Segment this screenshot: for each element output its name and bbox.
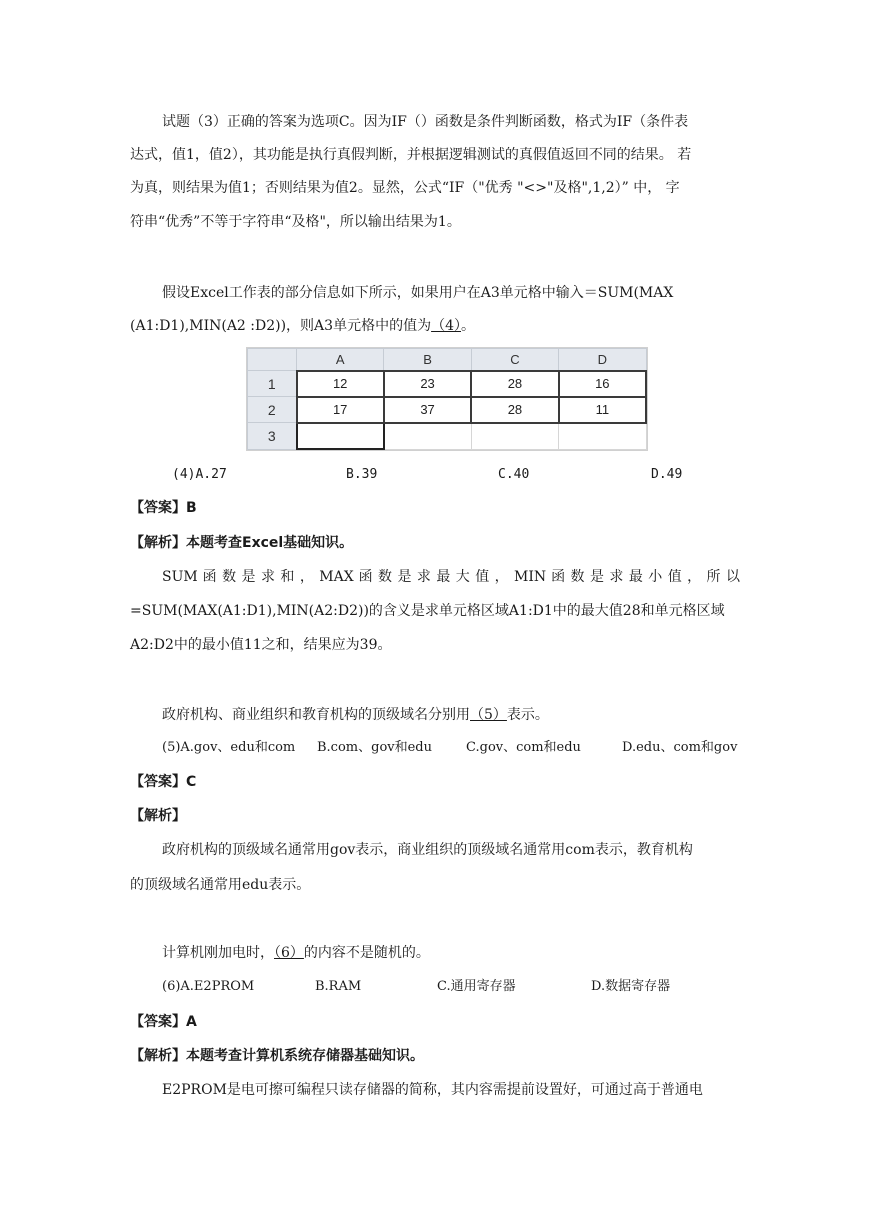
q4-answer: 【答案】B <box>130 500 197 516</box>
q4-blank: （4） <box>431 318 461 334</box>
q5-answer: 【答案】C <box>130 774 197 790</box>
q4-option-d: D.49 <box>651 467 683 482</box>
q3-explain-line-1: 试题（3）正确的答案为选项C。因为IF（）函数是条件判断函数，格式为IF（条件表 <box>162 114 689 130</box>
q6-option-a: (6)A.E2PROM <box>162 979 255 994</box>
corner-cell <box>248 349 297 371</box>
row-header-2: 2 <box>248 397 297 423</box>
q5-option-b: B.com、gov和edu <box>317 740 433 755</box>
cell-b2: 37 <box>384 397 471 423</box>
spreadsheet-image <box>246 347 648 451</box>
q5-stem-end: 表示。 <box>506 707 549 723</box>
q4-stem-line-2 <box>130 316 740 336</box>
cell-a3 <box>297 423 384 449</box>
cell-a1: 12 <box>297 371 384 397</box>
q5-option-a: (5)A.gov、edu和com <box>162 740 296 755</box>
q6-answer: 【答案】A <box>130 1014 197 1030</box>
q4-stem-end: 。 <box>461 318 475 334</box>
q4-option-b: B.39 <box>346 467 378 482</box>
q3-explain-line-2: 达式，值1，值2），其功能是执行真假判断，并根据逻辑测试的真假值返回不同的结果。 若 <box>130 147 692 163</box>
cell-b3 <box>384 423 471 449</box>
q4-analysis-line-2: =SUM(MAX(A1:D1),MIN(A2:D2))的含义是求单元格区域A1:D1中的最大值28和单元格区域 <box>130 603 725 619</box>
q6-analysis-title: 【解析】本题考查计算机系统存储器基础知识。 <box>130 1048 424 1064</box>
q4-analysis-line-1: SUM 函 数 是 求 和 ， MAX 函 数 是 求 最 大 值 ， MIN 函 数 是 求 最 小 值 ， 所 以 <box>162 569 740 585</box>
q4-option-a: (4)A.27 <box>172 467 227 482</box>
q4-option-c: C.40 <box>498 467 530 482</box>
q5-stem-text: 政府机构、商业组织和教育机构的顶级域名分别用 <box>162 707 470 723</box>
q6-stem-text: 计算机刚加电时， <box>162 945 274 961</box>
q5-option-c: C.gov、com和edu <box>466 740 581 755</box>
column-header-a: A <box>297 349 384 371</box>
cell-d1: 16 <box>559 371 646 397</box>
q5-analysis-line-1: 政府机构的顶级域名通常用gov表示，商业组织的顶级域名通常用com表示，教育机构 <box>162 842 693 858</box>
spreadsheet-table <box>247 348 647 450</box>
q6-option-c: C.通用寄存器 <box>437 979 516 994</box>
q4-analysis-line-3: A2:D2中的最小值11之和，结果应为39。 <box>130 637 392 653</box>
cell-c2: 28 <box>471 397 558 423</box>
column-header-b: B <box>384 349 471 371</box>
q3-explain-line-3: 为真，则结果为值1；否则结果为值2。显然，公式“IF（"优秀 "<>"及格",1,2）” 中， 字 <box>130 180 680 196</box>
q6-option-b: B.RAM <box>315 979 362 994</box>
q4-analysis-title: 【解析】本题考查Excel基础知识。 <box>130 535 354 551</box>
q4-stem-line-1: 假设Excel工作表的部分信息如下所示，如果用户在A3单元格中输入＝SUM(MAX <box>162 285 674 301</box>
q6-blank: （6） <box>274 945 304 961</box>
cell-d3 <box>559 423 646 449</box>
q4-stem-text: (A1:D1),MIN(A2 :D2))，则A3单元格中的值为 <box>130 318 432 334</box>
cell-c3 <box>471 423 558 449</box>
cell-c1: 28 <box>471 371 558 397</box>
q5-analysis-line-2: 的顶级域名通常用edu表示。 <box>130 877 311 893</box>
q5-option-d: D.edu、com和gov <box>622 740 738 755</box>
q5-blank: （5） <box>470 707 507 723</box>
q6-stem <box>162 943 740 963</box>
cell-a2: 17 <box>297 397 384 423</box>
q6-stem-end: 的内容不是随机的。 <box>303 945 430 961</box>
q3-explain-line-4: 符串“优秀”不等于字符串“及格"，所以输出结果为1。 <box>130 214 461 230</box>
q6-option-d: D.数据寄存器 <box>591 979 671 994</box>
cell-b1: 23 <box>384 371 471 397</box>
q5-stem <box>162 705 740 725</box>
q5-analysis-title: 【解析】 <box>130 808 186 824</box>
column-header-d: D <box>559 349 646 371</box>
row-header-3: 3 <box>248 423 297 449</box>
column-header-c: C <box>471 349 558 371</box>
row-header-1: 1 <box>248 371 297 397</box>
cell-d2: 11 <box>559 397 646 423</box>
q6-analysis-line-1: E2PROM是电可擦可编程只读存储器的简称，其内容需提前设置好，可通过高于普通电 <box>162 1082 703 1098</box>
